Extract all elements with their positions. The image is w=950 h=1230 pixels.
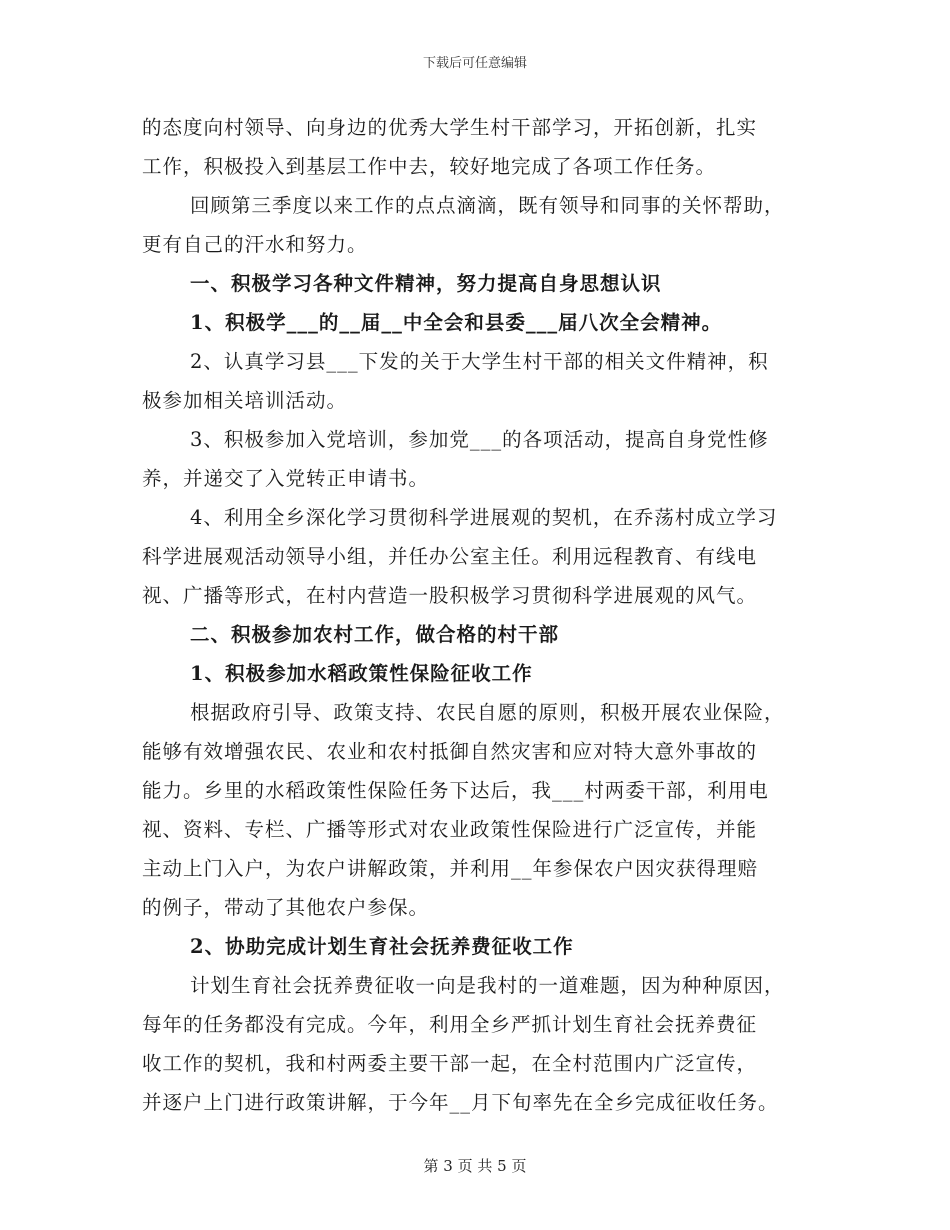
body-line-4: 更有自己的汗水和努力。 [142, 233, 368, 256]
body-line-1: 的态度向村领导、向身边的优秀大学生村干部学习，开拓创新，扎实 [142, 116, 758, 139]
fee-paragraph-cont-1: 每年的任务都没有完成。今年，利用全乡严抓计划生育社会抚养费征 [142, 1013, 758, 1036]
insurance-paragraph-cont-1: 能够有效增强农民、农业和农村抵御自然灾害和应对特大意外事故的 [142, 740, 758, 763]
item-4-cont-1: 科学进展观活动领导小组，并任办公室主任。利用远程教育、有线电 [142, 545, 758, 568]
section-heading-1: 一、积极学习各种文件精神，努力提高自身思想认识 [190, 272, 662, 295]
item-3-cont: 养，并递交了入党转正申请书。 [142, 467, 430, 490]
document-body [142, 108, 810, 1122]
subheading-2-1: 1、积极参加水稻政策性保险征收工作 [190, 662, 533, 685]
insurance-paragraph-start: 根据政府引导、政策支持、农民自愿的原则，积极开展农业保险， [190, 701, 785, 724]
item-4-cont-2: 视、广播等形式，在村内营造一股积极学习贯彻科学进展观的风气。 [142, 584, 758, 607]
item-3-start: 3、积极参加入党培训，参加党___的各项活动，提高自身党性修 [190, 428, 769, 451]
item-2-start: 2、认真学习县___下发的关于大学生村干部的相关文件精神，积 [190, 350, 769, 373]
fee-paragraph-cont-2: 收工作的契机，我和村两委主要干部一起，在全村范围内广泛宣传， [142, 1052, 758, 1075]
insurance-paragraph-cont-3: 视、资料、专栏、广播等形式对农业政策性保险进行广泛宣传，并能 [142, 818, 758, 841]
page-number: 第 3 页 共 5 页 [423, 1157, 527, 1175]
fee-paragraph-start: 计划生育社会抚养费征收一向是我村的一道难题，因为种种原因， [190, 974, 785, 997]
paragraph-review-start: 回顾第三季度以来工作的点点滴滴，既有领导和同事的关怀帮助， [190, 194, 785, 217]
subheading-1-1: 1、积极学___的__届__中全会和县委___届八次全会精神。 [190, 311, 723, 334]
insurance-paragraph-cont-5: 的例子，带动了其他农户参保。 [142, 896, 430, 919]
insurance-paragraph-cont-2: 能力。乡里的水稻政策性保险任务下达后，我___村两委干部，利用电 [142, 779, 769, 802]
subheading-2-2: 2、协助完成计划生育社会抚养费征收工作 [190, 935, 574, 958]
item-4-start: 4、利用全乡深化学习贯彻科学进展观的契机，在乔荡村成立学习 [190, 506, 778, 529]
section-heading-2: 二、积极参加农村工作，做合格的村干部 [190, 623, 560, 646]
item-2-cont: 极参加相关培训活动。 [142, 389, 348, 412]
fee-paragraph-cont-3: 并逐户上门进行政策讲解，于今年__月下旬率先在全乡完成征收任务。 [142, 1091, 779, 1114]
page-header: 下载后可任意编辑 [422, 56, 527, 71]
body-line-2: 工作，积极投入到基层工作中去，较好地完成了各项工作任务。 [142, 155, 717, 178]
insurance-paragraph-cont-4: 主动上门入户，为农户讲解政策，并利用__年参保农户因灾获得理赔 [142, 857, 759, 880]
